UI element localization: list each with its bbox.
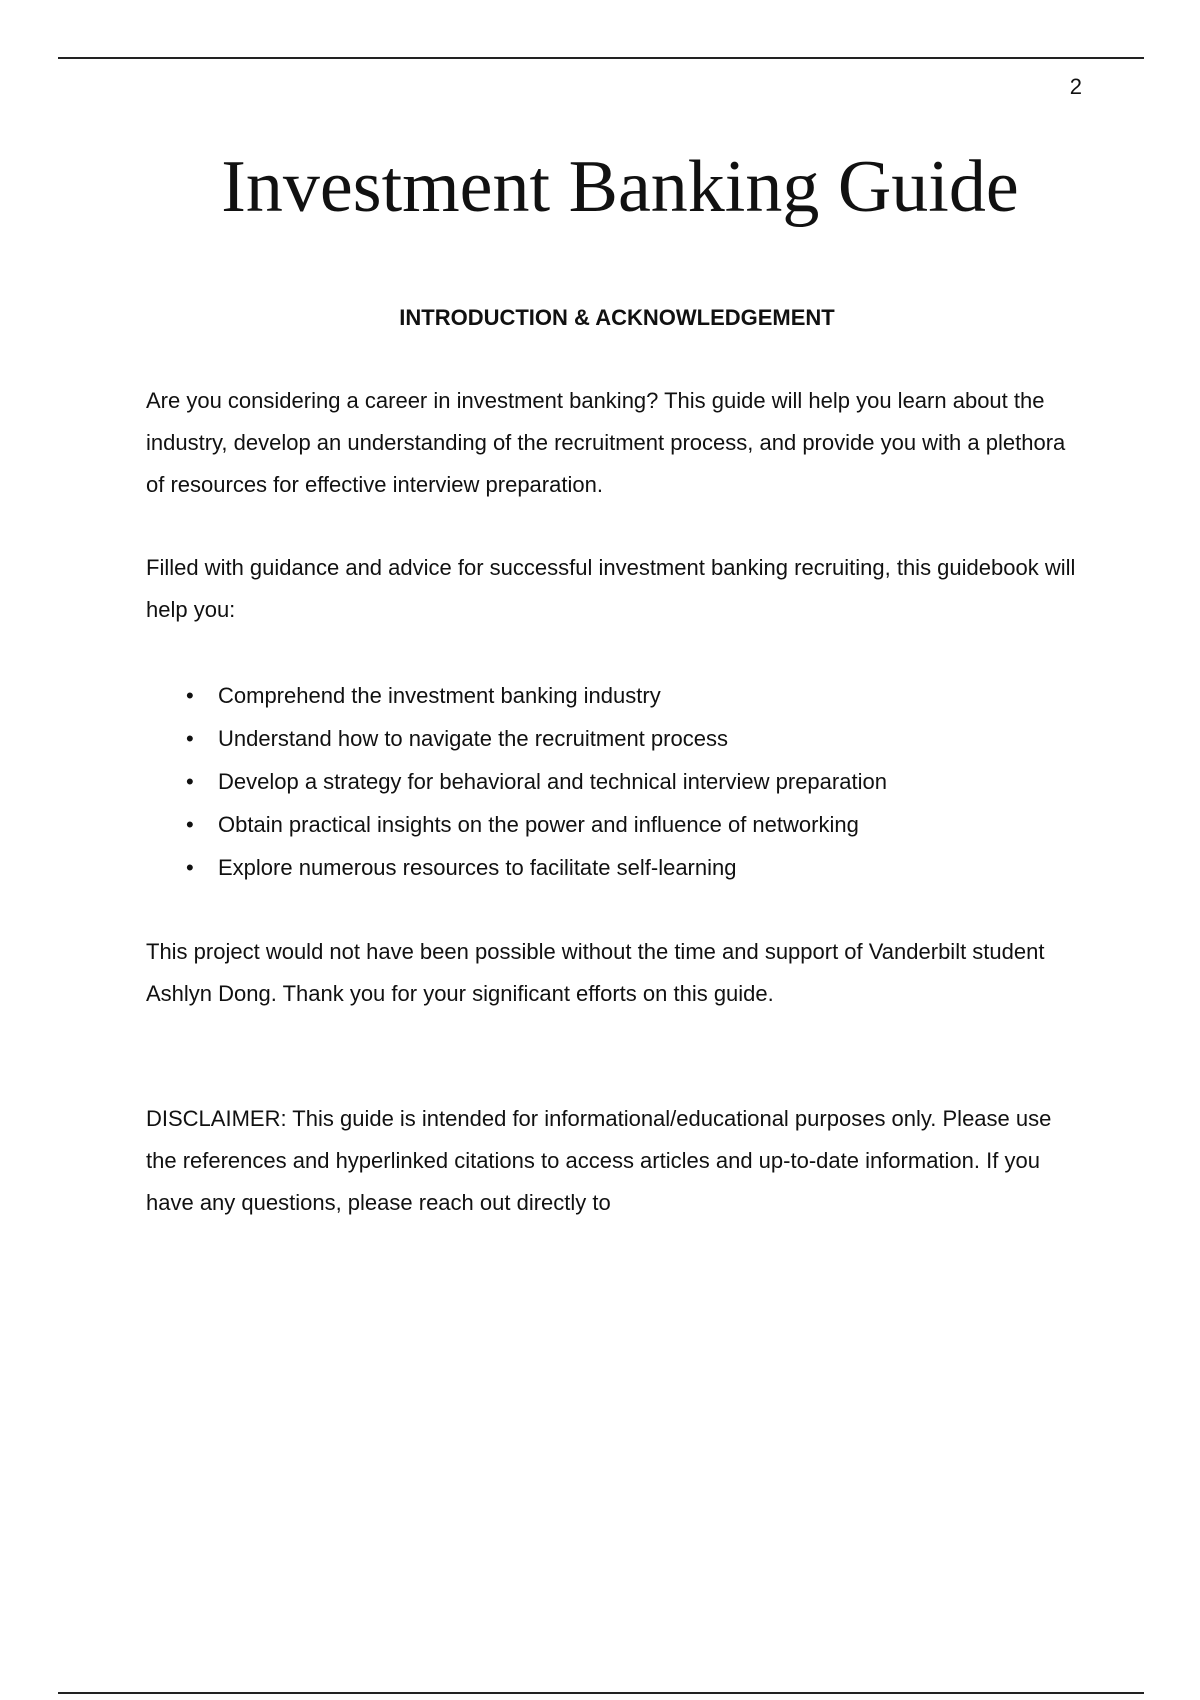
objectives-list <box>146 674 1076 889</box>
list-item-text: Understand how to navigate the recruitment process <box>218 726 728 751</box>
section-heading: INTRODUCTION & ACKNOWLEDGEMENT <box>399 305 835 330</box>
intro-paragraph: Are you considering a career in investment banking? This guide will help you learn about the industry, develop an understanding of the recruitment process, and provide you with a plethora of resources for effective interview preparation. <box>146 388 1066 497</box>
list-item-text: Explore numerous resources to facilitate self-learning <box>218 855 737 880</box>
list-item-text: Obtain practical insights on the power and influence of networking <box>218 812 859 837</box>
disclaimer-paragraph: DISCLAIMER: This guide is intended for informational/educational purposes only. Please use the references and hyperlinked citations to access articles and up-to-date information. If you have any questions, please reach out directly to <box>146 1106 1052 1215</box>
footer-rule <box>58 1692 1144 1694</box>
list-item <box>146 846 1076 889</box>
lead-in-paragraph: Filled with guidance and advice for successful investment banking recruiting, this guidebook will help you: <box>146 555 1076 622</box>
bullet-icon: • <box>186 812 194 837</box>
page-number: 2 <box>1069 74 1082 99</box>
acknowledgement-paragraph: This project would not have been possible without the time and support of Vanderbilt student Ashlyn Dong. Thank you for your significant efforts on this guide. <box>146 939 1045 1006</box>
list-item <box>146 760 1076 803</box>
header-rule <box>58 57 1144 59</box>
list-item-text: Comprehend the investment banking industry <box>218 683 661 708</box>
bullet-icon: • <box>186 726 194 751</box>
bullet-icon: • <box>186 683 194 708</box>
list-item <box>146 674 1076 717</box>
document-title: Investment Banking Guide <box>221 146 1019 228</box>
bullet-icon: • <box>186 855 194 880</box>
bullet-icon: • <box>186 769 194 794</box>
list-item <box>146 803 1076 846</box>
list-item <box>146 717 1076 760</box>
list-item-text: Develop a strategy for behavioral and technical interview preparation <box>218 769 887 794</box>
